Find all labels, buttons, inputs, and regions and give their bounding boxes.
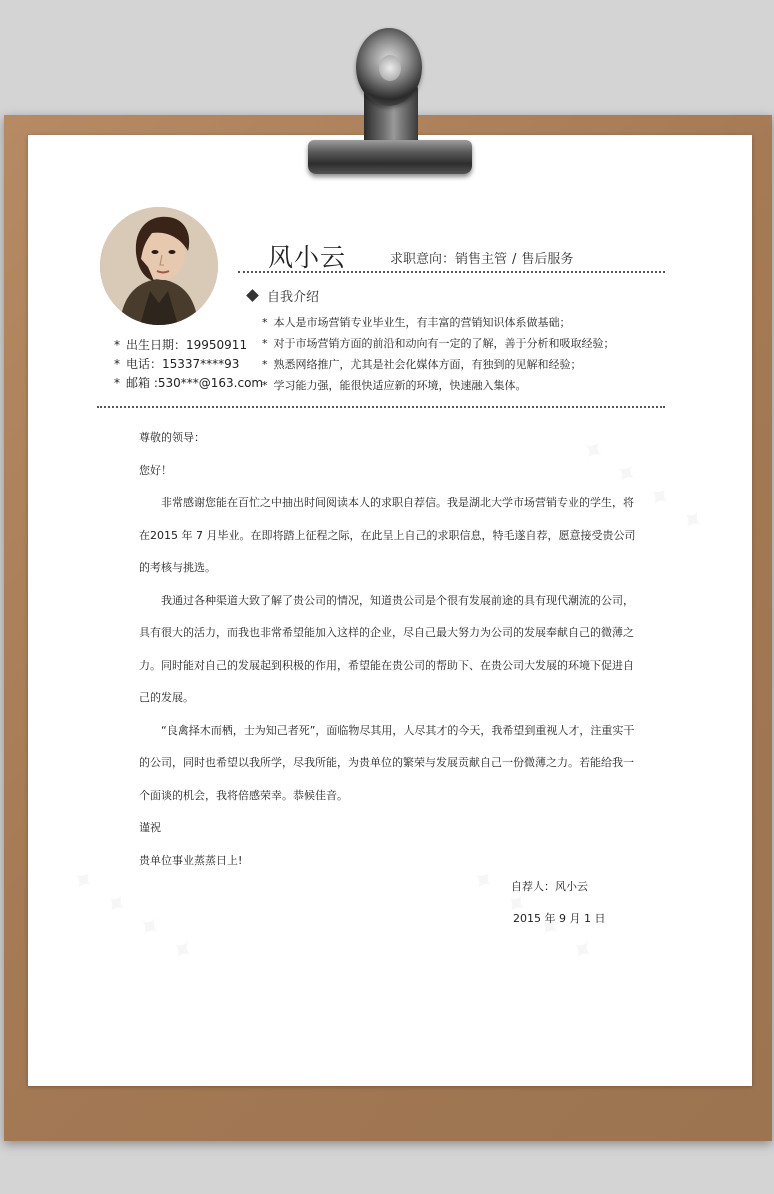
self-intro-title: 自我介绍 xyxy=(267,290,320,305)
list-item: * 本人是市场营销专业毕业生，有丰富的营销知识体系做基础； xyxy=(262,312,615,333)
section-divider xyxy=(97,406,665,408)
letter-paragraph: “良禽择木而栖，士为知己者死”，面临物尽其用，人尽其才的今天，我希望到重视人才，注重实干的公司，同时也希望以我所学，尽我所能，为贵单位的繁荣与发展贡献自己一份微薄之力。若能给我一个面谈的机会，我将倍感荣幸。恭候佳音。 xyxy=(139,723,635,802)
applicant-name: 风小云 xyxy=(268,243,347,272)
self-intro-list xyxy=(262,312,615,396)
letter-signature: 自荐人：风小云 xyxy=(511,880,588,893)
letter-closing-wish: 贵单位事业蒸蒸日上! xyxy=(139,853,243,867)
self-intro-heading xyxy=(248,286,319,305)
email-address: * 邮箱 :530***@163.com xyxy=(114,374,263,393)
birth-date: * 出生日期：19950911 xyxy=(114,336,263,355)
job-intent-secondary: 售后服务 xyxy=(521,252,574,267)
contact-info xyxy=(114,336,263,393)
list-item: * 熟悉网络推广，尤其是社会化媒体方面，有独到的见解和经验； xyxy=(262,354,615,375)
job-intent-primary: 销售主管 xyxy=(455,252,508,267)
diamond-icon xyxy=(246,289,259,302)
binder-clip xyxy=(0,0,774,180)
letter-greeting: 您好！ xyxy=(139,463,172,477)
letter-paragraph: 非常感谢您能在百忙之中抽出时间阅读本人的求职自荐信。我是湖北大学市场营销专业的学生，将在2015 年 7 月毕业。在即将踏上征程之际，在此呈上自己的求职信息，特毛遂自荐，愿意接受贵公司的考核与挑选。 xyxy=(139,496,636,574)
letter-closing: 谨祝 xyxy=(139,821,161,834)
header-divider xyxy=(238,271,665,273)
letter-date: 2015 年 9 月 1 日 xyxy=(513,912,606,925)
phone-number: * 电话：15337****93 xyxy=(114,355,263,374)
job-intent-label: 求职意向： xyxy=(390,252,456,267)
job-intent xyxy=(390,248,573,267)
list-item: * 对于市场营销方面的前沿和动向有一定的了解，善于分析和吸取经验； xyxy=(262,333,615,354)
job-intent-separator: / xyxy=(512,252,517,267)
list-item: * 学习能力强，能很快适应新的环境，快速融入集体。 xyxy=(262,375,615,396)
letter-paragraph: 我通过各种渠道大致了解了贵公司的情况，知道贵公司是个很有发展前途的具有现代潮流的公司，具有很大的活力，而我也非常希望能加入这样的企业，尽自己最大努力为公司的发展奉献自己的微薄之力。同时能对自己的发展起到积极的作用，希望能在贵公司的帮助下、在贵公司大发展的环境下促进自己的发展。 xyxy=(139,593,634,704)
letter-salutation: 尊敬的领导： xyxy=(139,431,205,444)
cover-letter xyxy=(139,422,639,877)
avatar-photo xyxy=(100,207,218,325)
